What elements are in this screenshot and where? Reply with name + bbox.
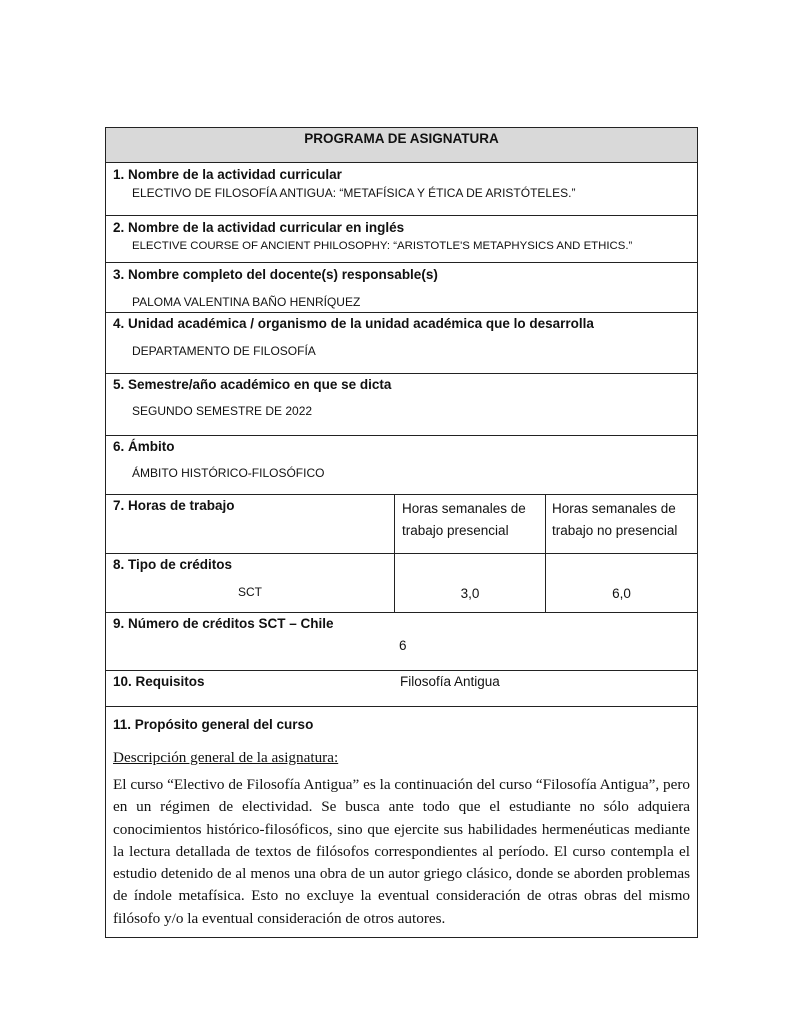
section-8 [105,553,395,613]
no-presencial-hours: 6,0 [612,586,631,601]
title-row [105,127,698,163]
section-10-label: 10. Requisitos [113,674,205,689]
section-6-value: ÁMBITO HISTÓRICO-FILOSÓFICO [132,466,325,480]
section-8-no-presencial [545,553,698,613]
section-3-value: PALOMA VALENTINA BAÑO HENRÍQUEZ [132,295,361,309]
section-1 [105,162,698,216]
section-2-value: ELECTIVE COURSE OF ANCIENT PHILOSOPHY: “ARISTOTLE'S METAPHYSICS AND ETHICS.” [132,240,633,252]
section-7 [105,494,395,554]
section-7-col-presencial [394,494,546,554]
section-5-label: 5. Semestre/año académico en que se dicta [113,377,392,392]
section-5 [105,373,698,436]
section-11 [105,706,698,938]
section-2-label: 2. Nombre de la actividad curricular en inglés [113,220,405,235]
section-9-value: 6 [399,638,407,653]
document-title: PROGRAMA DE ASIGNATURA [304,131,499,146]
section-8-value: SCT [238,585,262,599]
section-7-col2-header: Horas semanales de trabajo presencial [402,501,526,538]
section-9 [105,612,698,671]
section-10-value: Filosofía Antigua [400,674,500,689]
section-7-col3-header: Horas semanales de trabajo no presencial [552,501,678,538]
section-5-value: SEGUNDO SEMESTRE DE 2022 [132,404,313,418]
section-2 [105,215,698,263]
section-1-value: ELECTIVO DE FILOSOFÍA ANTIGUA: “METAFÍSICA Y ÉTICA DE ARISTÓTELES.” [132,186,576,200]
section-8-presencial [394,553,546,613]
section-7-col-no-presencial [545,494,698,554]
section-3 [105,262,698,313]
section-4 [105,312,698,374]
section-7-label: 7. Horas de trabajo [113,498,235,513]
section-11-subtitle: Descripción general de la asignatura: [113,749,339,766]
section-1-label: 1. Nombre de la actividad curricular [113,167,342,182]
section-6 [105,435,698,495]
section-11-label: 11. Propósito general del curso [113,717,314,732]
section-3-label: 3. Nombre completo del docente(s) responsable(s) [113,267,438,282]
presencial-hours: 3,0 [460,586,480,601]
section-6-label: 6. Ámbito [113,439,175,454]
section-10 [105,670,698,707]
section-8-label: 8. Tipo de créditos [113,557,233,572]
section-4-label: 4. Unidad académica / organismo de la unidad académica que lo desarrolla [113,316,594,331]
section-9-label: 9. Número de créditos SCT – Chile [113,616,334,631]
section-11-description: El curso “Electivo de Filosofía Antigua” es la continuación del curso “Filosofía Antigua”, pero en un régimen de electividad. Se busca ante todo que el estudiante no sólo adquiera conocimientos histórico-filosóficos, sino que ejercite sus habilidades hermenéuticas mediante la lectura detallada de textos de filósofos correspondientes al período. El curso contempla el estudio detenido de al menos una obra de un autor griego clásico, donde se aborden problemas de índole metafísica. Esto no excluye la eventual consideración de otras obras del mismo filósofo y/o la eventual consideración de otros autores. [113,776,690,927]
section-4-value: DEPARTAMENTO DE FILOSOFÍA [132,344,316,358]
